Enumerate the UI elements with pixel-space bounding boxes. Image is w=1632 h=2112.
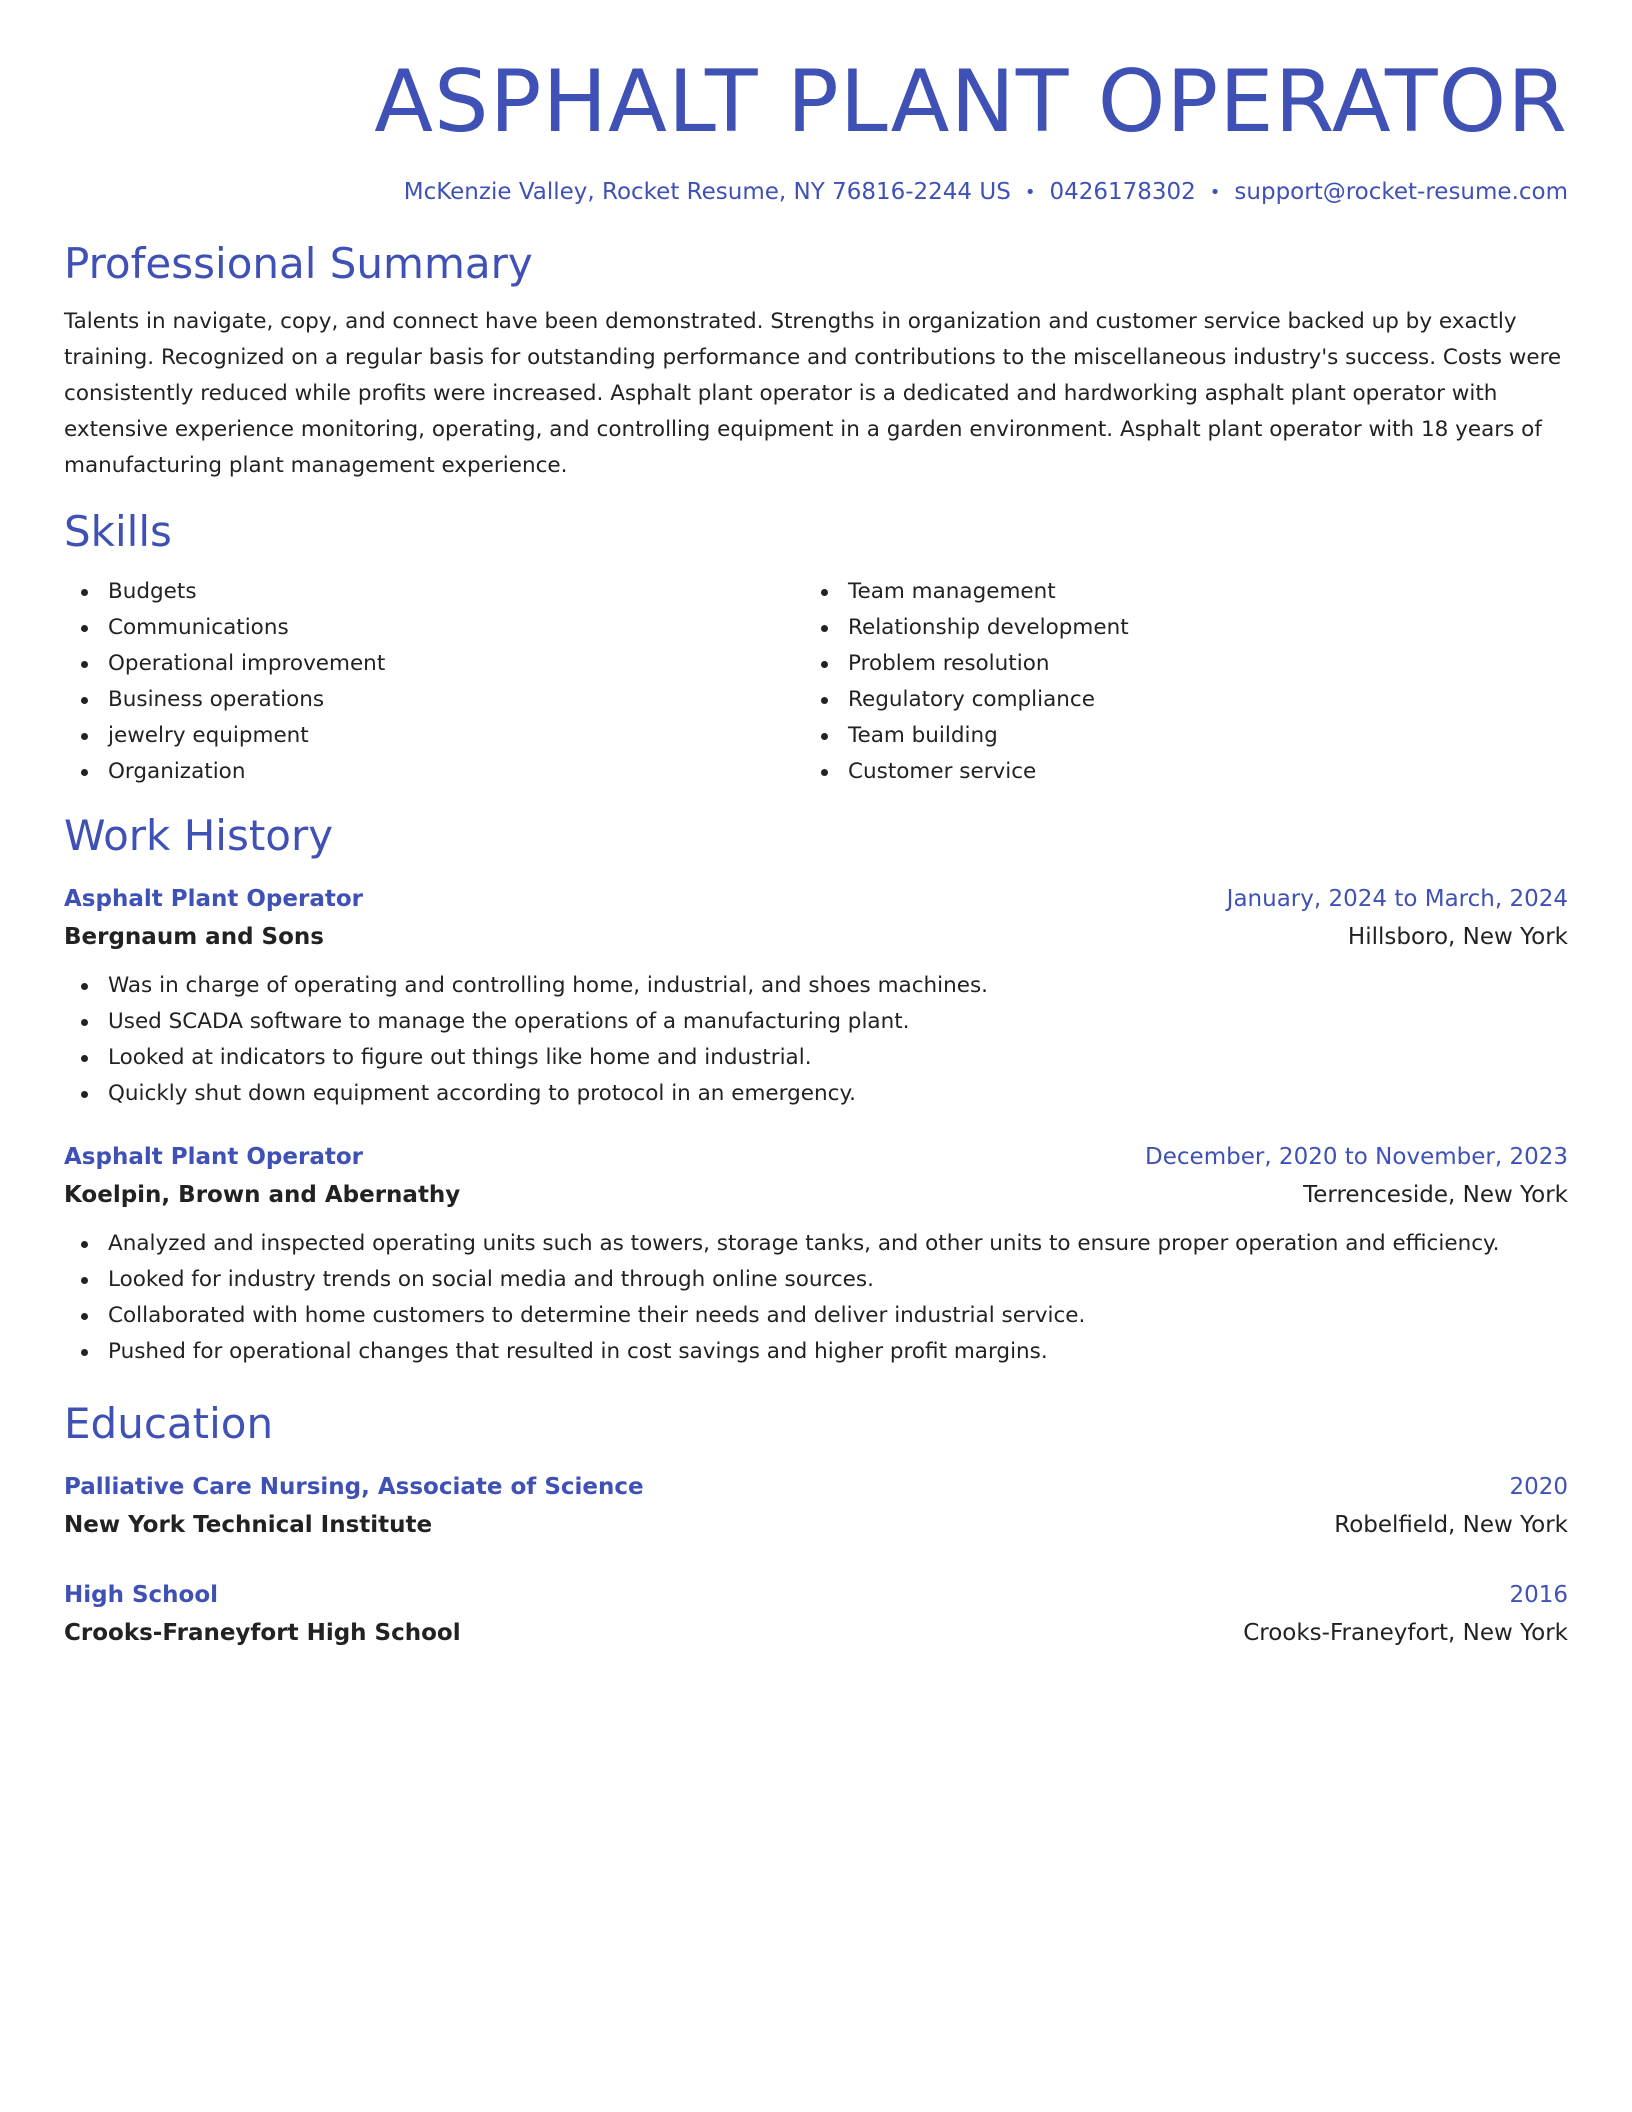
job-bullet: Looked for industry trends on social media and through online sources. [108,1262,1568,1298]
education-heading: Education [64,1399,274,1448]
job-title: Asphalt Plant Operator [64,1144,363,1170]
skill-item: Regulatory compliance [848,682,1568,718]
job-bullet: Pushed for operational changes that resulted in cost savings and higher profit margins. [108,1334,1568,1370]
job-employer-row [64,1176,1568,1214]
job-entry [64,1138,1568,1370]
education-degree: High School [64,1582,219,1608]
job-employer: Koelpin, Brown and Abernathy [64,1182,461,1208]
contact-line [64,176,1568,208]
education-location: Robelfield, New York [1334,1512,1568,1538]
skill-item: Operational improvement [108,646,804,682]
job-bullet: Quickly shut down equipment according to protocol in an emergency. [108,1076,1568,1112]
skill-item: Customer service [848,754,1568,790]
job-title-row [64,1138,1568,1176]
candidate-name: ASPHALT PLANT OPERATOR [374,52,1568,152]
skill-item: Team building [848,718,1568,754]
skills-grid [64,574,1568,790]
skill-item: Organization [108,754,804,790]
skill-item: Relationship development [848,610,1568,646]
job-location: Terrenceside, New York [1303,1182,1568,1208]
education-entry [64,1468,1568,1544]
summary-text: Talents in navigate, copy, and connect have been demonstrated. Strengths in organization and customer service backed up by exactly training. Recognized on a regular basis for outstanding performance and contributions to the miscellaneous industry's success. Costs were consistently reduced while profits were increased. Asphalt plant operator is a dedicated and hardworking asphalt plant operator with extensive experience monitoring, operating, and controlling equipment in a garden environment. Asphalt plant operator with 18 years of manufacturing plant management experience. [64,309,1562,478]
resume-header [64,52,1568,208]
contact-phone[interactable]: 0426178302 [1049,179,1196,205]
job-location: Hillsboro, New York [1347,924,1568,950]
skill-item: Problem resolution [848,646,1568,682]
education-degree: Palliative Care Nursing, Associate of Science [64,1474,644,1500]
contact-address: McKenzie Valley, Rocket Resume, NY 76816-2244 US [403,179,1011,205]
skills-list-right [804,574,1568,790]
education-degree-row [64,1576,1568,1614]
job-bullets [64,1226,1568,1370]
job-employer: Bergnaum and Sons [64,924,324,950]
skill-item: Communications [108,610,804,646]
skill-item: Team management [848,574,1568,610]
summary-section [64,238,1568,484]
skill-item: Business operations [108,682,804,718]
education-degree-row [64,1468,1568,1506]
job-dates: December, 2020 to November, 2023 [1145,1144,1568,1170]
job-bullet: Was in charge of operating and controlling home, industrial, and shoes machines. [108,968,1568,1004]
job-bullet: Used SCADA software to manage the operations of a manufacturing plant. [108,1004,1568,1040]
work-history-section [64,810,1568,1370]
skill-item: Budgets [108,574,804,610]
summary-heading: Professional Summary [64,239,533,288]
contact-separator: • [1024,182,1036,203]
contact-separator: • [1209,182,1221,203]
job-entry [64,880,1568,1112]
job-bullet: Analyzed and inspected operating units such as towers, storage tanks, and other units to ensure proper operation and efficiency. [108,1226,1568,1262]
education-year: 2016 [1509,1582,1568,1608]
education-entry [64,1576,1568,1652]
education-location: Crooks-Franeyfort, New York [1243,1620,1568,1646]
skill-item: jewelry equipment [108,718,804,754]
education-school: New York Technical Institute [64,1512,433,1538]
job-dates: January, 2024 to March, 2024 [1226,886,1568,912]
job-title: Asphalt Plant Operator [64,886,363,912]
contact-email[interactable]: support@rocket-resume.com [1234,179,1568,205]
education-school: Crooks-Franeyfort High School [64,1620,461,1646]
job-employer-row [64,918,1568,956]
job-title-row [64,880,1568,918]
work-history-heading: Work History [64,811,334,860]
education-section [64,1398,1568,1652]
education-year: 2020 [1509,1474,1568,1500]
job-bullets [64,968,1568,1112]
education-school-row [64,1506,1568,1544]
job-bullet: Looked at indicators to figure out things like home and industrial. [108,1040,1568,1076]
skills-section [64,506,1568,790]
education-school-row [64,1614,1568,1652]
skills-heading: Skills [64,507,172,556]
skills-list-left [64,574,804,790]
job-bullet: Collaborated with home customers to determine their needs and deliver industrial service. [108,1298,1568,1334]
